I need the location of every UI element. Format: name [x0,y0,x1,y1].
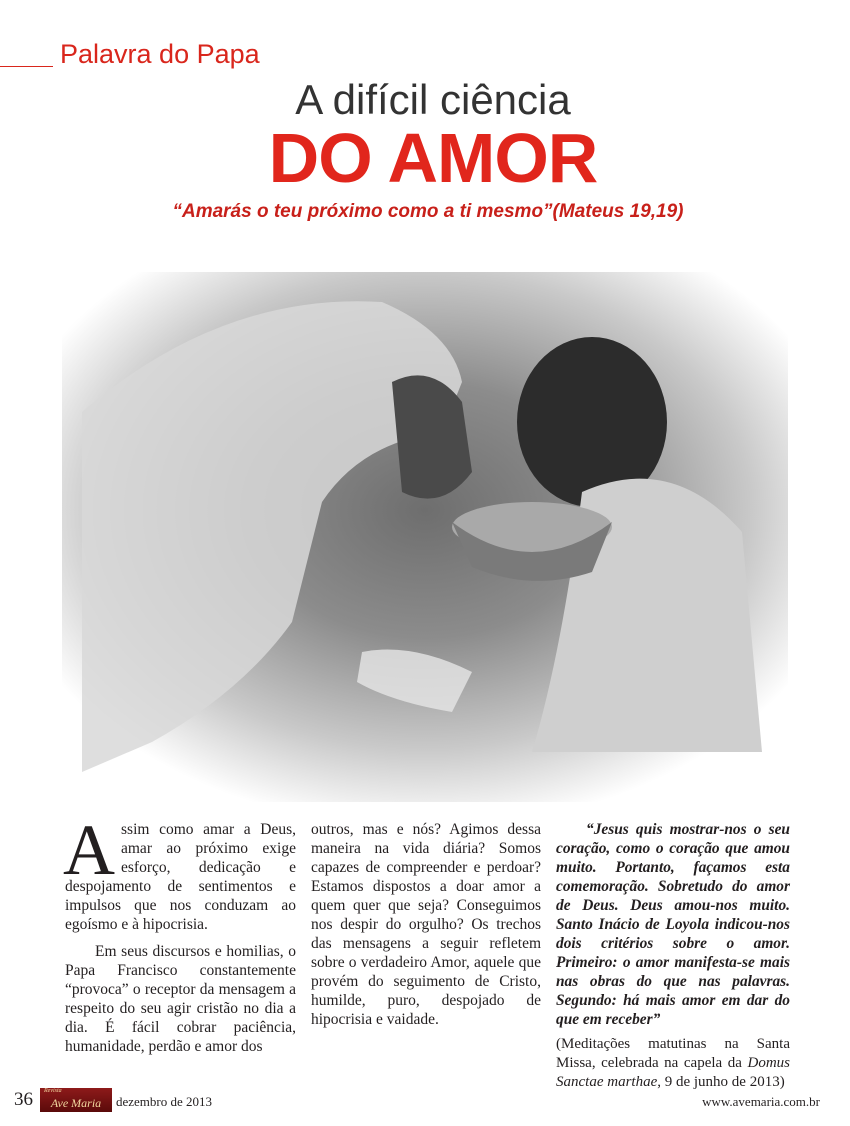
paragraph-2: Em seus discursos e homilias, o Papa Francisco constantemente “provoca” o receptor da mensagem a respeito do seu agir cristão no dia a dia. É fácil cobrar paciência, humanidade, perdão e amor dos [65,943,296,1055]
website-link[interactable]: www.avemaria.com.br [702,1094,820,1109]
title-line-2: DO AMOR [268,119,598,197]
logo-text: Ave Maria [50,1096,102,1110]
title-line-1: A difícil ciência [295,76,571,123]
article-photo [62,272,788,802]
issue-date: dezembro de 2013 [116,1094,213,1109]
section-label: Palavra do Papa [60,39,260,69]
page-number: 36 [14,1089,33,1110]
logo-small-text: Revista [44,1088,62,1094]
page-footer [0,1088,850,1114]
magazine-logo [40,1088,112,1112]
pope-quote: “Jesus quis mostrar-nos o seu coração, como o coração que amou muito. Portanto, façamos esta comemoração. Sobretudo do amor de Deus. Deus amou-nos muito. Santo Inácio de Loyola indicou-nos dois critérios sobre o amor. Primeiro: o amor manifesta-se mais nas obras do que nas palavras. Segundo: há mais amor em dar do que em receber” [556,821,790,1028]
article-column-3 [556,820,790,1092]
drop-cap: A [63,810,115,890]
quote-source [556,1035,790,1092]
source-place: Domus Sanctae marthae [556,1055,790,1090]
source-date: , 9 de junho de 2013) [657,1074,785,1090]
paragraph-intro [63,810,296,934]
source-text: (Meditações matutinas na Santa Missa, celebrada na capela da [556,1036,790,1071]
photo-illustration [62,272,788,802]
article-column-2 [311,820,541,1029]
paragraph-1-text: ssim como amar a Deus, amar ao próximo exige esforço, dedicação e despojamento de sentimentos e impulsos que nos conduzam ao egoísmo e à hipocrisia. [65,821,296,933]
paragraph-3: outros, mas e nós? Agimos dessa maneira na vida diária? Somos capazes de compreender e perdoar? Estamos dispostos a doar amor a quem quer que seja? Conseguimos nos despir do orgulho? Os trechos das mensagens a seguir refletem sobre o verdadeiro Amor, aquele que provém do seguimento de Cristo, humilde, puro, despojado de hipocrisia e vaidade. [311,821,541,1028]
subtitle-quote: “Amarás o teu próximo como a ti mesmo”(Mateus 19,19) [172,201,684,222]
section-rule [0,66,53,67]
article-column-1 [63,810,296,1056]
